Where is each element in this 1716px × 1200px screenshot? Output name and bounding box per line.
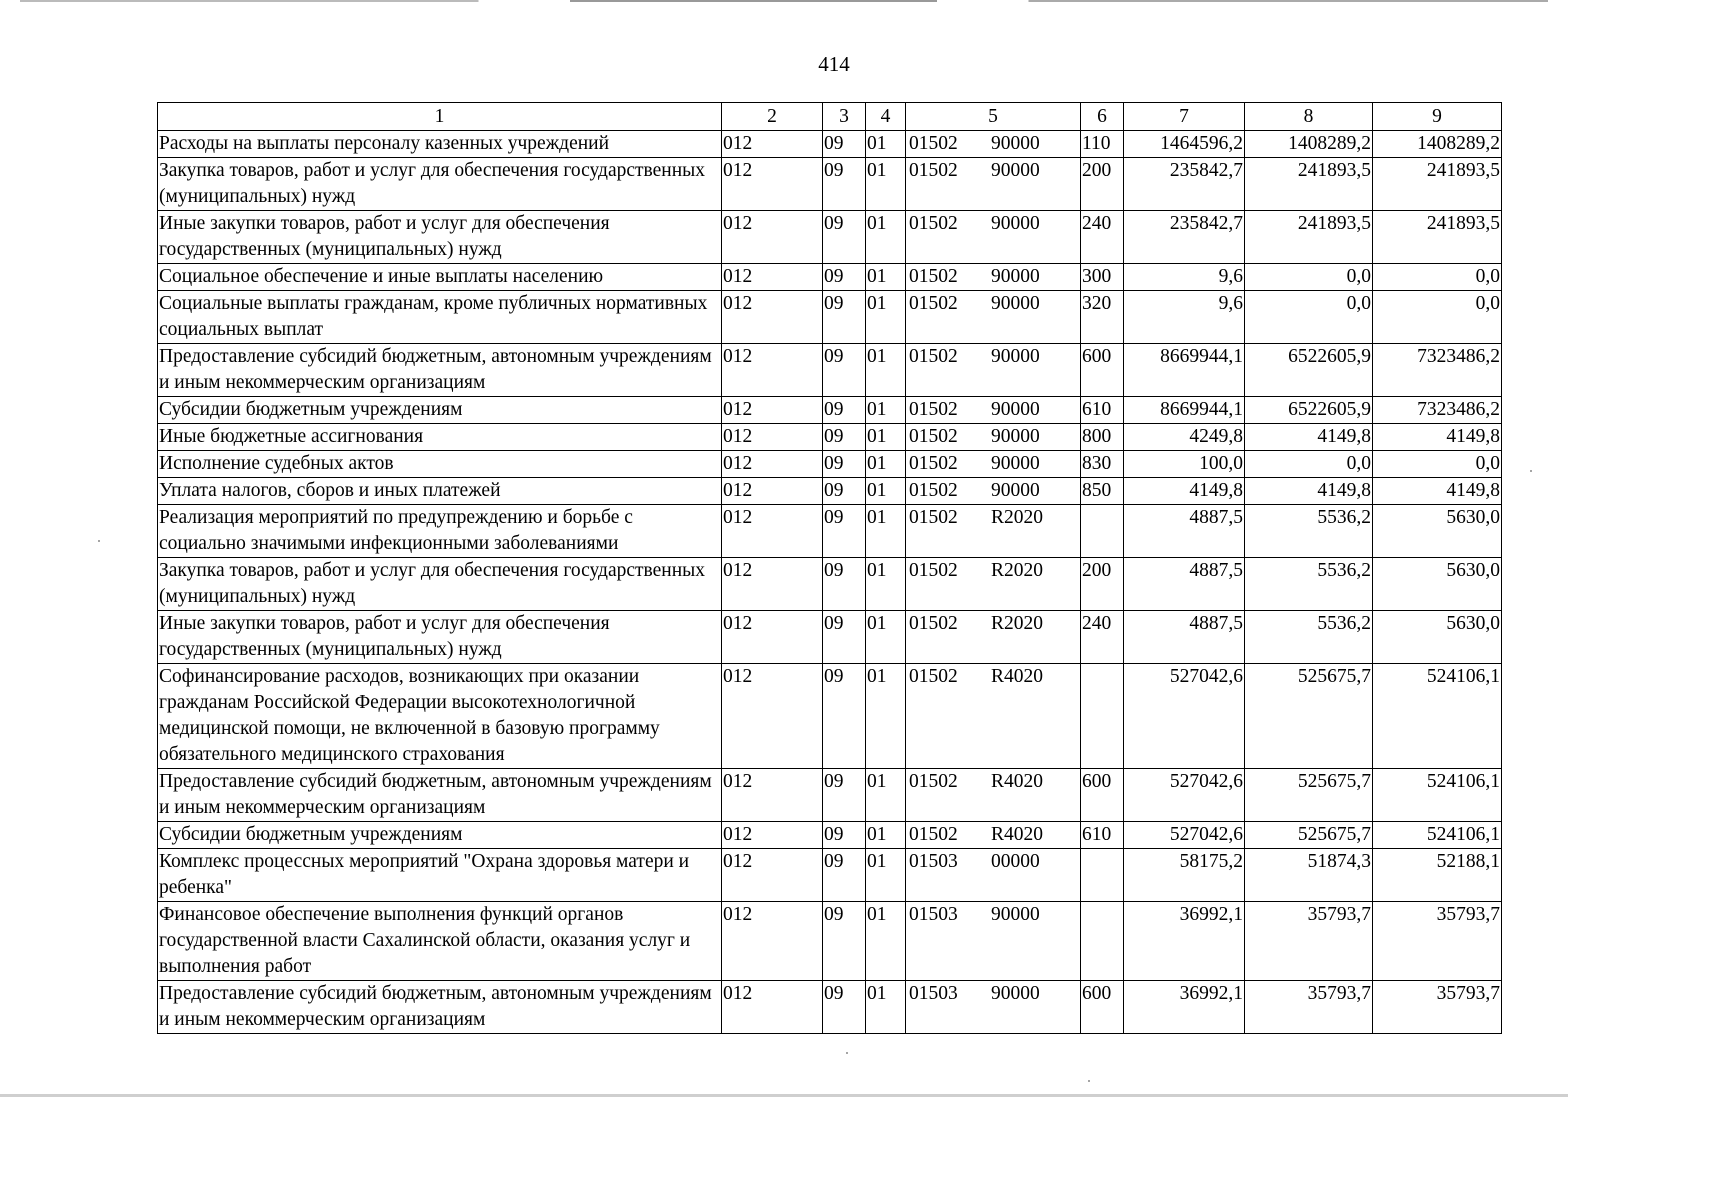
- code-cell: 09: [823, 769, 866, 822]
- code-cell: 01: [866, 505, 906, 558]
- amount-cell: 35793,7: [1373, 981, 1502, 1034]
- target-code-part: 90000: [991, 399, 1040, 420]
- table-row: [158, 397, 1502, 424]
- target-code-part: 01502: [909, 666, 958, 687]
- scan-speck: [98, 540, 100, 542]
- code-cell: 012: [722, 558, 823, 611]
- row-name-cell: Иные закупки товаров, работ и услуг для обеспечения государственных (муниципальных) нужд: [158, 211, 722, 264]
- code-cell: 012: [722, 451, 823, 478]
- table-row: [158, 822, 1502, 849]
- row-name-cell: Субсидии бюджетным учреждениям: [158, 822, 722, 849]
- code-cell: 01: [866, 344, 906, 397]
- amount-cell: 0,0: [1245, 291, 1373, 344]
- code-cell: 01: [866, 664, 906, 769]
- code-cell: 09: [823, 211, 866, 264]
- row-name-cell: Предоставление субсидий бюджетным, автономным учреждениям и иным некоммерческим организациям: [158, 981, 722, 1034]
- code-cell: 09: [823, 158, 866, 211]
- target-code-part: 01502: [909, 213, 958, 234]
- target-code-part: 90000: [991, 160, 1040, 181]
- amount-cell: 6522605,9: [1245, 397, 1373, 424]
- code-cell: 01: [866, 611, 906, 664]
- code-cell: [1081, 505, 1124, 558]
- row-name-cell: Реализация мероприятий по предупреждению и борьбе с социально значимыми инфекционными заболеваниями: [158, 505, 722, 558]
- header-row: [158, 103, 1502, 131]
- code-cell: 01: [866, 424, 906, 451]
- table-row: [158, 664, 1502, 769]
- target-code-cell: [906, 291, 1081, 344]
- code-cell: 830: [1081, 451, 1124, 478]
- amount-cell: 4149,8: [1124, 478, 1245, 505]
- amount-cell: 4149,8: [1373, 424, 1502, 451]
- code-cell: 09: [823, 424, 866, 451]
- code-cell: 09: [823, 902, 866, 981]
- amount-cell: 235842,7: [1124, 158, 1245, 211]
- code-cell: 800: [1081, 424, 1124, 451]
- table-row: [158, 451, 1502, 478]
- table-row: [158, 611, 1502, 664]
- table-row: [158, 981, 1502, 1034]
- code-cell: 09: [823, 344, 866, 397]
- code-cell: 012: [722, 291, 823, 344]
- target-code-cell: [906, 664, 1081, 769]
- table-body: [158, 131, 1502, 1034]
- code-cell: 01: [866, 849, 906, 902]
- amount-cell: 35793,7: [1245, 981, 1373, 1034]
- amount-cell: 0,0: [1245, 264, 1373, 291]
- target-code-part: 01503: [909, 983, 958, 1004]
- row-name-cell: Предоставление субсидий бюджетным, автономным учреждениям и иным некоммерческим организациям: [158, 769, 722, 822]
- table-row: [158, 344, 1502, 397]
- code-cell: 09: [823, 264, 866, 291]
- code-cell: 610: [1081, 397, 1124, 424]
- amount-cell: 9,6: [1124, 264, 1245, 291]
- code-cell: 012: [722, 397, 823, 424]
- amount-cell: 6522605,9: [1245, 344, 1373, 397]
- code-cell: 01: [866, 478, 906, 505]
- row-name-cell: Софинансирование расходов, возникающих при оказании гражданам Российской Федерации высокотехнологичной медицинской помощи, не включенной в базовую программу обязательного медицинского страхования: [158, 664, 722, 769]
- scan-speck: [846, 1052, 848, 1054]
- target-code-part: 01502: [909, 560, 958, 581]
- amount-cell: 525675,7: [1245, 769, 1373, 822]
- code-cell: 01: [866, 822, 906, 849]
- amount-cell: 8669944,1: [1124, 344, 1245, 397]
- code-cell: 200: [1081, 558, 1124, 611]
- code-cell: 200: [1081, 158, 1124, 211]
- code-cell: 300: [1081, 264, 1124, 291]
- row-name-cell: Комплекс процессных мероприятий "Охрана здоровья матери и ребенка": [158, 849, 722, 902]
- code-cell: 09: [823, 664, 866, 769]
- amount-cell: 525675,7: [1245, 664, 1373, 769]
- scan-speck: [1530, 470, 1532, 472]
- target-code-part: 01502: [909, 613, 958, 634]
- code-cell: 012: [722, 344, 823, 397]
- amount-cell: 1408289,2: [1373, 131, 1502, 158]
- amount-cell: 527042,6: [1124, 769, 1245, 822]
- code-cell: 012: [722, 424, 823, 451]
- row-name-cell: Закупка товаров, работ и услуг для обеспечения государственных (муниципальных) нужд: [158, 158, 722, 211]
- target-code-cell: [906, 558, 1081, 611]
- amount-cell: 7323486,2: [1373, 344, 1502, 397]
- target-code-part: 01502: [909, 346, 958, 367]
- code-cell: 850: [1081, 478, 1124, 505]
- target-code-cell: [906, 424, 1081, 451]
- code-cell: 09: [823, 822, 866, 849]
- row-name-cell: Иные закупки товаров, работ и услуг для обеспечения государственных (муниципальных) нужд: [158, 611, 722, 664]
- row-name-cell: Уплата налогов, сборов и иных платежей: [158, 478, 722, 505]
- code-cell: 01: [866, 211, 906, 264]
- code-cell: 01: [866, 291, 906, 344]
- page-number: 414: [818, 52, 850, 76]
- target-code-part: 90000: [991, 266, 1040, 287]
- amount-cell: 5630,0: [1373, 611, 1502, 664]
- code-cell: 320: [1081, 291, 1124, 344]
- scan-edge-bottom: [0, 1094, 1568, 1097]
- row-name-cell: Социальные выплаты гражданам, кроме публичных нормативных социальных выплат: [158, 291, 722, 344]
- amount-cell: 0,0: [1245, 451, 1373, 478]
- budget-table: [157, 102, 1502, 1034]
- amount-cell: 4149,8: [1373, 478, 1502, 505]
- amount-cell: 4887,5: [1124, 558, 1245, 611]
- column-header: 3: [823, 103, 866, 131]
- code-cell: 600: [1081, 344, 1124, 397]
- code-cell: 09: [823, 131, 866, 158]
- code-cell: 09: [823, 451, 866, 478]
- amount-cell: 51874,3: [1245, 849, 1373, 902]
- amount-cell: 4887,5: [1124, 611, 1245, 664]
- code-cell: 01: [866, 264, 906, 291]
- table-row: [158, 131, 1502, 158]
- target-code-part: 90000: [991, 453, 1040, 474]
- code-cell: 09: [823, 558, 866, 611]
- target-code-cell: [906, 902, 1081, 981]
- amount-cell: 0,0: [1373, 291, 1502, 344]
- table-row: [158, 158, 1502, 211]
- target-code-part: 90000: [991, 213, 1040, 234]
- target-code-part: R2020: [991, 560, 1044, 581]
- target-code-part: 01502: [909, 133, 958, 154]
- target-code-cell: [906, 264, 1081, 291]
- amount-cell: 241893,5: [1245, 211, 1373, 264]
- target-code-part: R4020: [991, 666, 1044, 687]
- table-row: [158, 478, 1502, 505]
- row-name-cell: Исполнение судебных актов: [158, 451, 722, 478]
- target-code-part: 90000: [991, 293, 1040, 314]
- code-cell: 01: [866, 902, 906, 981]
- column-header: 4: [866, 103, 906, 131]
- column-header: 7: [1124, 103, 1245, 131]
- target-code-cell: [906, 849, 1081, 902]
- code-cell: 110: [1081, 131, 1124, 158]
- amount-cell: 58175,2: [1124, 849, 1245, 902]
- row-name-cell: Закупка товаров, работ и услуг для обеспечения государственных (муниципальных) нужд: [158, 558, 722, 611]
- table-row: [158, 291, 1502, 344]
- table-row: [158, 902, 1502, 981]
- code-cell: 012: [722, 264, 823, 291]
- target-code-cell: [906, 505, 1081, 558]
- target-code-part: 01502: [909, 426, 958, 447]
- code-cell: 012: [722, 158, 823, 211]
- code-cell: 012: [722, 611, 823, 664]
- target-code-part: 01502: [909, 771, 958, 792]
- column-header: 9: [1373, 103, 1502, 131]
- amount-cell: 241893,5: [1373, 158, 1502, 211]
- amount-cell: 241893,5: [1373, 211, 1502, 264]
- amount-cell: 524106,1: [1373, 769, 1502, 822]
- target-code-part: 90000: [991, 426, 1040, 447]
- target-code-cell: [906, 131, 1081, 158]
- amount-cell: 5536,2: [1245, 558, 1373, 611]
- amount-cell: 0,0: [1373, 264, 1502, 291]
- code-cell: 600: [1081, 981, 1124, 1034]
- code-cell: 240: [1081, 211, 1124, 264]
- code-cell: 09: [823, 291, 866, 344]
- code-cell: 01: [866, 158, 906, 211]
- amount-cell: 524106,1: [1373, 664, 1502, 769]
- column-header: 5: [906, 103, 1081, 131]
- target-code-cell: [906, 611, 1081, 664]
- target-code-part: R4020: [991, 824, 1044, 845]
- code-cell: 01: [866, 397, 906, 424]
- target-code-part: 90000: [991, 133, 1040, 154]
- code-cell: 01: [866, 558, 906, 611]
- code-cell: 012: [722, 131, 823, 158]
- target-code-cell: [906, 158, 1081, 211]
- target-code-cell: [906, 981, 1081, 1034]
- table-row: [158, 424, 1502, 451]
- column-header: 6: [1081, 103, 1124, 131]
- code-cell: 240: [1081, 611, 1124, 664]
- column-header: 8: [1245, 103, 1373, 131]
- amount-cell: 525675,7: [1245, 822, 1373, 849]
- amount-cell: 4249,8: [1124, 424, 1245, 451]
- target-code-part: 01502: [909, 824, 958, 845]
- code-cell: 09: [823, 849, 866, 902]
- amount-cell: 35793,7: [1245, 902, 1373, 981]
- target-code-part: 90000: [991, 904, 1040, 925]
- target-code-part: 01502: [909, 160, 958, 181]
- target-code-cell: [906, 769, 1081, 822]
- target-code-part: 90000: [991, 480, 1040, 501]
- target-code-part: 01503: [909, 851, 958, 872]
- target-code-cell: [906, 397, 1081, 424]
- code-cell: [1081, 664, 1124, 769]
- code-cell: 012: [722, 664, 823, 769]
- code-cell: 012: [722, 769, 823, 822]
- column-header: 2: [722, 103, 823, 131]
- target-code-cell: [906, 451, 1081, 478]
- amount-cell: 100,0: [1124, 451, 1245, 478]
- amount-cell: 0,0: [1373, 451, 1502, 478]
- code-cell: 610: [1081, 822, 1124, 849]
- code-cell: 09: [823, 611, 866, 664]
- target-code-cell: [906, 478, 1081, 505]
- amount-cell: 9,6: [1124, 291, 1245, 344]
- target-code-cell: [906, 211, 1081, 264]
- code-cell: 012: [722, 822, 823, 849]
- code-cell: 012: [722, 211, 823, 264]
- row-name-cell: Расходы на выплаты персоналу казенных учреждений: [158, 131, 722, 158]
- amount-cell: 524106,1: [1373, 822, 1502, 849]
- target-code-part: R2020: [991, 613, 1044, 634]
- code-cell: 01: [866, 451, 906, 478]
- code-cell: [1081, 849, 1124, 902]
- table-row: [158, 558, 1502, 611]
- amount-cell: 1408289,2: [1245, 131, 1373, 158]
- table-row: [158, 211, 1502, 264]
- target-code-part: 90000: [991, 346, 1040, 367]
- code-cell: 01: [866, 769, 906, 822]
- amount-cell: 5536,2: [1245, 505, 1373, 558]
- amount-cell: 1464596,2: [1124, 131, 1245, 158]
- code-cell: 012: [722, 981, 823, 1034]
- amount-cell: 7323486,2: [1373, 397, 1502, 424]
- table-row: [158, 769, 1502, 822]
- target-code-cell: [906, 822, 1081, 849]
- amount-cell: 235842,7: [1124, 211, 1245, 264]
- code-cell: 600: [1081, 769, 1124, 822]
- target-code-part: 00000: [991, 851, 1040, 872]
- target-code-part: 01502: [909, 507, 958, 528]
- code-cell: 012: [722, 505, 823, 558]
- amount-cell: 36992,1: [1124, 981, 1245, 1034]
- amount-cell: 241893,5: [1245, 158, 1373, 211]
- scan-edge-top: [20, 0, 1548, 2]
- table-row: [158, 264, 1502, 291]
- amount-cell: 527042,6: [1124, 664, 1245, 769]
- code-cell: [1081, 902, 1124, 981]
- code-cell: 01: [866, 131, 906, 158]
- target-code-part: 01502: [909, 293, 958, 314]
- table-row: [158, 849, 1502, 902]
- code-cell: 012: [722, 902, 823, 981]
- target-code-part: R4020: [991, 771, 1044, 792]
- target-code-part: 01502: [909, 399, 958, 420]
- amount-cell: 36992,1: [1124, 902, 1245, 981]
- amount-cell: 52188,1: [1373, 849, 1502, 902]
- target-code-part: 90000: [991, 983, 1040, 1004]
- row-name-cell: Финансовое обеспечение выполнения функций органов государственной власти Сахалинской области, оказания услуг и выполнения работ: [158, 902, 722, 981]
- amount-cell: 8669944,1: [1124, 397, 1245, 424]
- code-cell: 09: [823, 505, 866, 558]
- scan-speck: [1088, 1080, 1090, 1082]
- code-cell: 09: [823, 981, 866, 1034]
- table-row: [158, 505, 1502, 558]
- code-cell: 012: [722, 478, 823, 505]
- target-code-cell: [906, 344, 1081, 397]
- row-name-cell: Иные бюджетные ассигнования: [158, 424, 722, 451]
- target-code-part: 01503: [909, 904, 958, 925]
- amount-cell: 4149,8: [1245, 478, 1373, 505]
- code-cell: 012: [722, 849, 823, 902]
- amount-cell: 4149,8: [1245, 424, 1373, 451]
- amount-cell: 5630,0: [1373, 558, 1502, 611]
- amount-cell: 4887,5: [1124, 505, 1245, 558]
- amount-cell: 5630,0: [1373, 505, 1502, 558]
- amount-cell: 5536,2: [1245, 611, 1373, 664]
- amount-cell: 527042,6: [1124, 822, 1245, 849]
- code-cell: 01: [866, 981, 906, 1034]
- target-code-part: 01502: [909, 453, 958, 474]
- row-name-cell: Предоставление субсидий бюджетным, автономным учреждениям и иным некоммерческим организациям: [158, 344, 722, 397]
- target-code-part: 01502: [909, 480, 958, 501]
- amount-cell: 35793,7: [1373, 902, 1502, 981]
- target-code-part: R2020: [991, 507, 1044, 528]
- code-cell: 09: [823, 397, 866, 424]
- row-name-cell: Социальное обеспечение и иные выплаты населению: [158, 264, 722, 291]
- target-code-part: 01502: [909, 266, 958, 287]
- column-header: 1: [158, 103, 722, 131]
- row-name-cell: Субсидии бюджетным учреждениям: [158, 397, 722, 424]
- code-cell: 09: [823, 478, 866, 505]
